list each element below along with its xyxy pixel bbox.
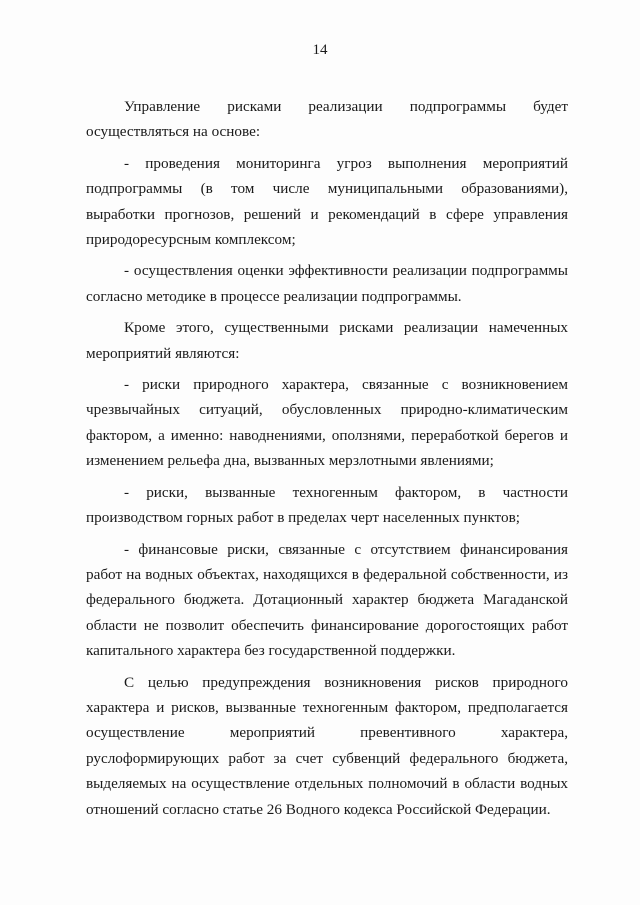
paragraph-monitoring: - проведения мониторинга угроз выполнения мероприятий подпрограммы (в том числе муниципальными образованиями), выработки прогнозов, решений и рекомендаций в сфере управления природоресурсным комплексом;	[86, 154, 568, 249]
page-number: 14	[312, 42, 328, 58]
paragraph-efficiency-evaluation: - осуществления оценки эффективности реализации подпрограммы согласно методике в процессе реализации подпрограммы.	[86, 262, 568, 305]
paragraph-financial-risks: - финансовые риски, связанные с отсутствием финансирования работ на водных объектах, находящихся в федеральной собственности, из федерального бюджета. Дотационный характер бюджета Магаданской области не позволит обеспечить финансирование дорогостоящих работ капитального характера без государственной поддержки.	[86, 540, 568, 660]
paragraph-natural-risks: - риски природного характера, связанные с возникновением чрезвычайных ситуаций, обусловленных природно-климатическим фактором, а именно: наводнениями, оползнями, переработкой берегов и изменением рельефа дна, вызванных мерзлотными явлениями;	[86, 376, 568, 470]
paragraph-risk-prevention: С целью предупреждения возникновения рисков природного характера и рисков, вызванные техногенным фактором, предполагается осуществление мероприятий превентивного характера, руслоформирующих работ за счет субвенций федерального бюджета, выделяемых на осуществление отдельных полномочий в области водных отношений согласно статье 26 Водного кодекса Российской Федерации.	[86, 673, 568, 818]
paragraph-key-risks-intro: Кроме этого, существенными рисками реализации намеченных мероприятий являются:	[86, 319, 568, 362]
paragraph-risk-management-intro: Управление рисками реализации подпрограммы будет осуществляться на основе:	[86, 98, 568, 141]
document-body	[86, 94, 568, 828]
paragraph-technogenic-risks: - риски, вызванные техногенным фактором, в частности производством горных работ в пределах черт населенных пунктов;	[86, 483, 568, 527]
